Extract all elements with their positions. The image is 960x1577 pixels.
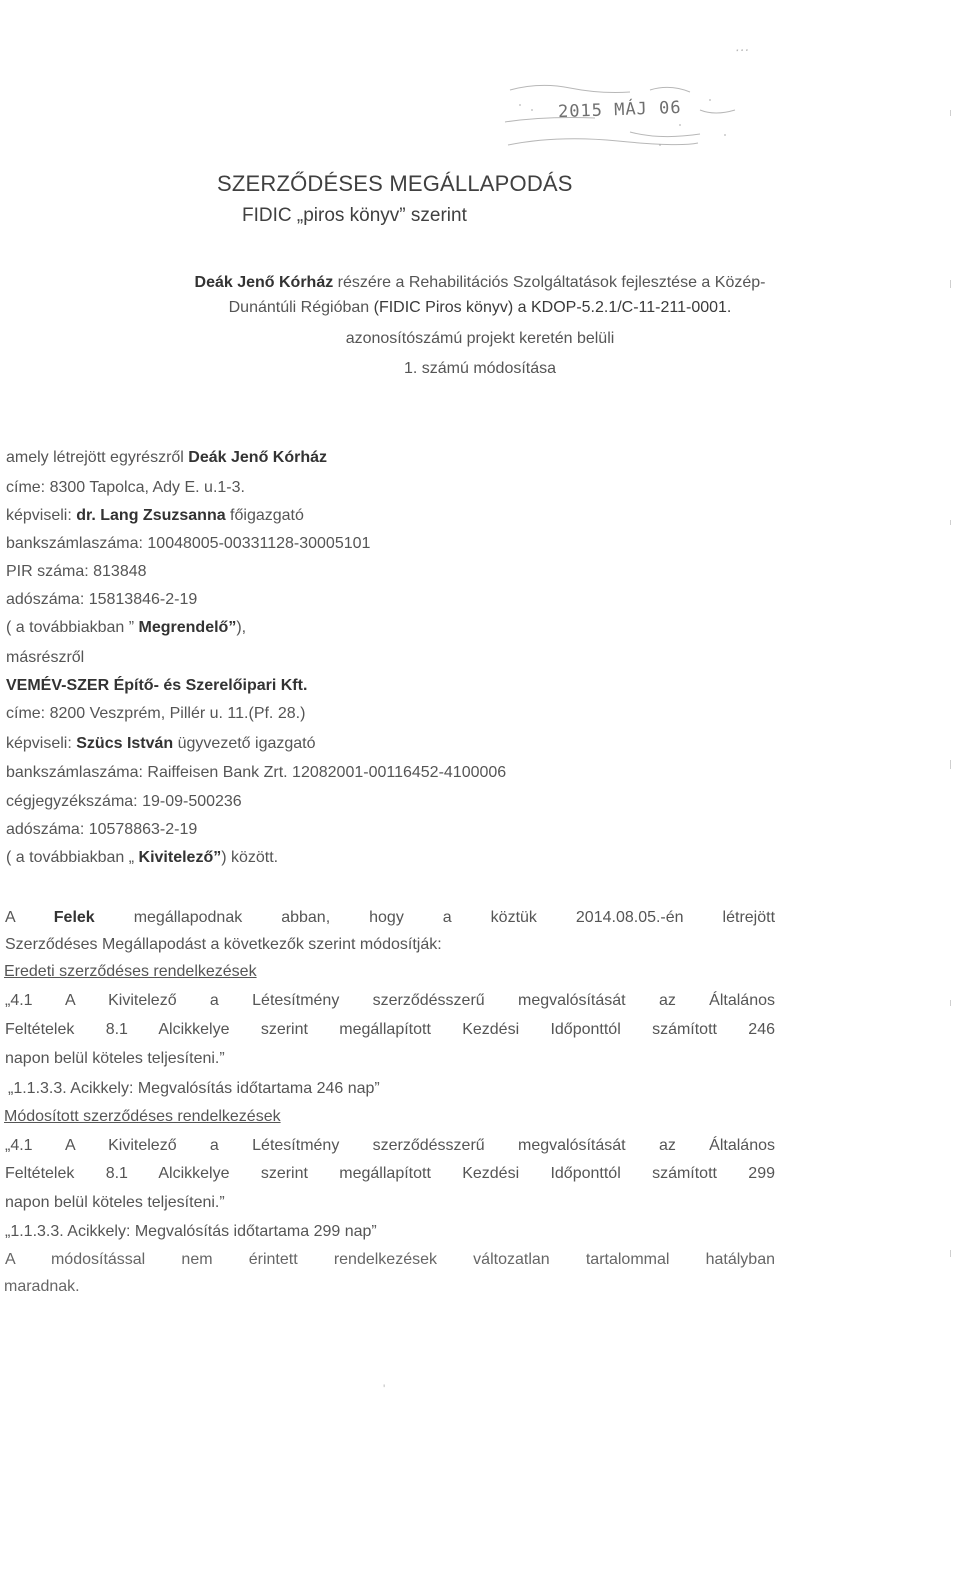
closing-line-2: maradnak. (4, 1278, 80, 1295)
agreement-line-2: Szerződéses Megállapodást a következők szerint módosítják: (5, 936, 442, 953)
party-line-12: bankszámlaszáma: Raiffeisen Bank Zrt. 12082001-00116452-4100006 (6, 764, 507, 781)
party-line-5: PIR száma: 813848 (6, 563, 147, 580)
modified-provisions-heading: Módosított szerződéses rendelkezések (4, 1108, 281, 1125)
party-line-14: adószáma: 10578863-2-19 (6, 821, 198, 838)
stamp-date: 2015 MÁJ 06 (557, 97, 682, 123)
modified-line-4: „1.1.3.3. Acikkely: Megvalósítás időtartama 299 nap” (5, 1223, 377, 1240)
party-line-10: címe: 8200 Veszprém, Pillér u. 11.(Pf. 28.) (6, 705, 306, 722)
intro-line-4: 1. számú módosítása (403, 360, 557, 377)
original-line-1: „4.1 A Kivitelező a Létesítmény szerződésszerű megvalósítását az Általános (5, 992, 775, 1009)
party-line-2: címe: 8300 Tapolca, Ady E. u.1-3. (6, 479, 245, 496)
agreement-line-1: A Felek megállapodnak abban, hogy a köztük 2014.08.05.-én létrejött (5, 909, 776, 926)
closing-line-1: A módosítással nem érintett rendelkezések változatlan tartalommal hatályban (5, 1251, 775, 1268)
document-title: SZERZŐDÉSES MEGÁLLAPODÁS (217, 171, 573, 196)
original-provisions-heading: Eredeti szerződéses rendelkezések (4, 963, 257, 980)
scan-edge-marks (948, 100, 954, 1400)
original-line-2: Feltételek 8.1 Alcikkelye szerint megállapított Kezdési Időponttól számított 246 (5, 1021, 775, 1038)
modified-line-2: Feltételek 8.1 Alcikkelye szerint megállapított Kezdési Időponttól számított 299 (5, 1165, 775, 1182)
intro-line-2: Dunántúli Régióban (FIDIC Piros könyv) a KDOP-5.2.1/C-11-211-0001. (228, 299, 732, 316)
original-line-3: napon belül köteles teljesíteni.” (5, 1050, 225, 1067)
party-line-13: cégjegyzékszáma: 19-09-500236 (6, 793, 242, 810)
party-line-15: ( a továbbiakban „ Kivitelező”) között. (6, 849, 279, 866)
party-line-7: ( a továbbiakban ” Megrendelő”), (6, 619, 247, 636)
party-line-1: amely létrejött egyrészről Deák Jenő Kórház (6, 449, 328, 466)
stamp-corner-scribble: … (734, 37, 753, 56)
intro-line-1: Deák Jenő Kórház részére a Rehabilitációs Szolgáltatások fejlesztése a Közép- (194, 274, 766, 291)
modified-line-1: „4.1 A Kivitelező a Létesítmény szerződésszerű megvalósítását az Általános (5, 1137, 775, 1154)
document-subtitle: FIDIC „piros könyv” szerint (242, 205, 467, 226)
party-line-3: képviseli: dr. Lang Zsuzsanna főigazgató (6, 507, 304, 524)
intro-line-3: azonosítószámú projekt keretén belüli (345, 330, 615, 347)
party-line-6: adószáma: 15813846-2-19 (6, 591, 198, 608)
party-line-4: bankszámlaszáma: 10048005-00331128-30005101 (6, 535, 371, 552)
modified-line-3: napon belül köteles teljesíteni.” (5, 1194, 225, 1211)
party-line-9: VEMÉV-SZER Építő- és Szerelőipari Kft. (6, 677, 308, 694)
original-line-4: „1.1.3.3. Acikkely: Megvalósítás időtartama 246 nap” (8, 1080, 380, 1097)
party-line-8: másrészről (6, 649, 85, 666)
scan-mark: ' (383, 1382, 386, 1396)
received-stamp (500, 70, 750, 160)
party-line-11: képviseli: Szücs István ügyvezető igazgató (6, 735, 316, 752)
